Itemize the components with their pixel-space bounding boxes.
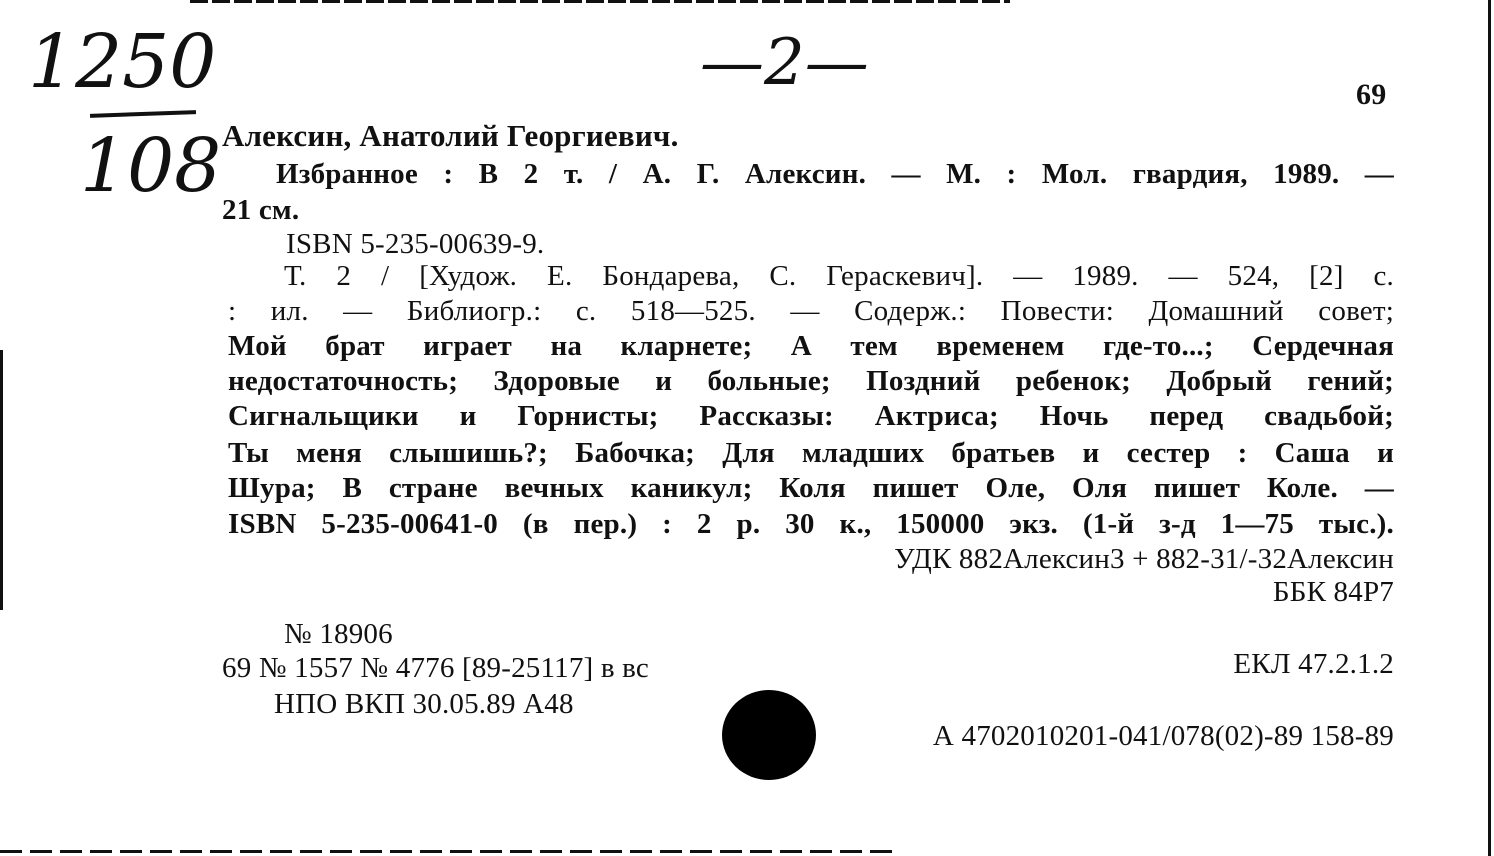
npo-line: НПО ВКП 30.05.89 А48 (274, 688, 574, 720)
contents-line-1: : ил. — Библиогр.: с. 518—525. — Содерж.: Повести: Домашний совет; (228, 295, 1394, 327)
contents-line-3: недостаточность; Здоровые и больные; Поздний ребенок; Добрый гений; (228, 365, 1394, 397)
record-number: № 18906 (284, 618, 393, 650)
handwritten-fraction-line (90, 110, 196, 118)
isbn-line: ISBN 5-235-00639-9. (286, 228, 545, 260)
contents-line-5: Ты меня слышишь?; Бабочка; Для младших братьев и сестер : Саша и (228, 437, 1394, 469)
contents-line-2: Мой брат играет на кларнете; А тем временем где-то...; Сердечная (228, 330, 1394, 362)
card-bottom-border (0, 850, 900, 853)
print-line: 69 № 1557 № 4776 [89-25117] в вс (222, 652, 649, 684)
udk-code: УДК 882Алексин3 + 882-31/-32Алексин (894, 543, 1394, 575)
handwritten-denominator: 108 (80, 123, 222, 209)
bbk-code: ББК 84Р7 (1272, 576, 1394, 608)
contents-line-4: Сигнальщики и Горнисты; Рассказы: Актриса; Ночь перед свадьбой; (228, 400, 1394, 432)
card-top-border (190, 0, 1010, 3)
isbn-price-line: ISBN 5-235-00641-0 (в пер.) : 2 р. 30 к., 150000 экз. (1-й з-д 1—75 тыс.). (228, 508, 1394, 540)
volume-line: Т. 2 / [Худож. Е. Бондарева, С. Гераскевич]. — 1989. — 524, [2] с. (284, 260, 1394, 292)
handwritten-page-mark: —2— (700, 26, 869, 100)
page-number: 69 (1356, 78, 1387, 111)
ekl-code: ЕКЛ 47.2.1.2 (1233, 648, 1394, 680)
card-left-border (0, 350, 3, 610)
title-line: Избранное : В 2 т. / А. Г. Алексин. — М. : Мол. гвардия, 1989. — (276, 158, 1394, 190)
author-heading: Алексин, Анатолий Георгиевич. (222, 118, 679, 153)
catalog-code: А 4702010201-041/078(02)-89 158-89 (932, 720, 1394, 752)
card-right-border (1488, 0, 1491, 856)
ink-blot (722, 690, 816, 780)
size-line: 21 см. (222, 194, 300, 226)
handwritten-numerator: 1250 (28, 19, 217, 105)
contents-line-6: Шура; В стране вечных каникул; Коля пишет Оле, Оля пишет Коле. — (228, 472, 1394, 504)
